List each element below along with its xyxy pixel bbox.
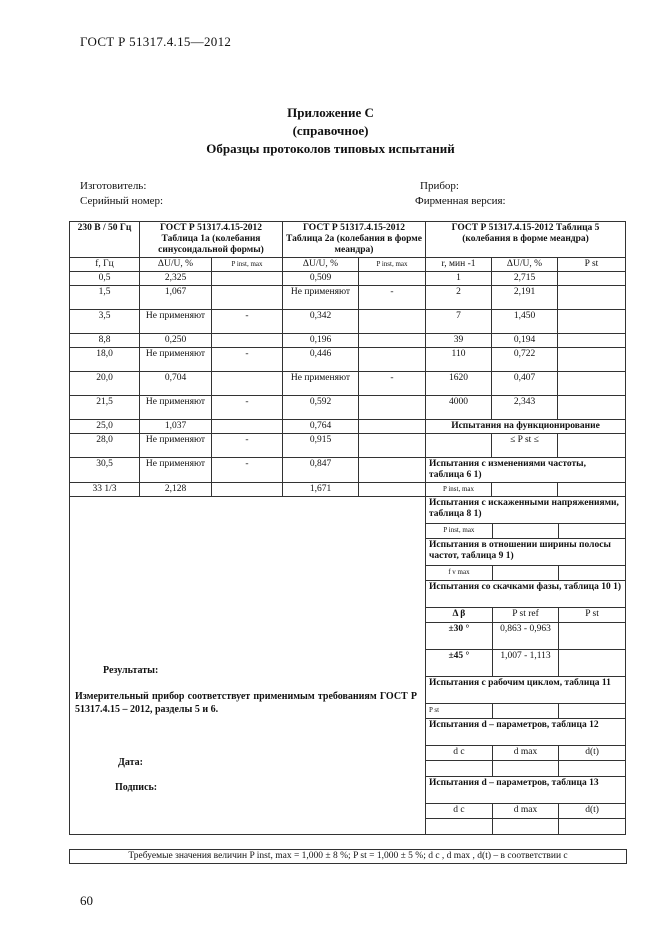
- dparam13-header: Испытания d – параметров, таблица 13: [426, 777, 625, 804]
- cell: 30,5: [70, 458, 140, 483]
- dmax-header: d max: [492, 746, 558, 761]
- cell: -: [212, 348, 283, 372]
- cell: [212, 286, 283, 310]
- cell: [558, 483, 626, 497]
- cell: 20,0: [70, 372, 140, 396]
- table-row: [70, 396, 626, 420]
- col-pinst2: P inst, max: [359, 258, 426, 272]
- cell: 33 1/3: [70, 483, 140, 497]
- cell: 0,250: [140, 334, 212, 348]
- cell: 0,446: [283, 348, 359, 372]
- cell: -: [212, 396, 283, 420]
- cell: 0,194: [492, 334, 558, 348]
- table-group-header: [70, 222, 626, 258]
- cell: 0,407: [492, 372, 558, 396]
- cell: 39: [426, 334, 492, 348]
- cell: [558, 310, 626, 334]
- pst-ref-range: 0,863 - 0,963: [492, 623, 558, 650]
- dt-header: d(t): [559, 804, 625, 819]
- appendix-subtitle: (справочное): [292, 123, 369, 138]
- cell: [212, 483, 283, 497]
- cell: 0,196: [283, 334, 359, 348]
- cell: 1,450: [492, 310, 558, 334]
- table-column-header: [70, 258, 626, 272]
- device-label: Прибор:: [420, 180, 459, 192]
- date-label: Дата:: [118, 757, 143, 768]
- protocol-table: [69, 221, 626, 835]
- cell: 2,343: [492, 396, 558, 420]
- results-label: Результаты:: [103, 665, 159, 676]
- cell: [359, 272, 426, 286]
- dmax-header: d max: [492, 804, 558, 819]
- document-code: ГОСТ Р 51317.4.15—2012: [80, 34, 232, 49]
- cell: 1,037: [140, 420, 212, 434]
- cell: [359, 310, 426, 334]
- cell: -: [212, 310, 283, 334]
- cell: [492, 524, 558, 539]
- cell: [212, 334, 283, 348]
- distorted-header: Испытания с искаженными напряжениями, таблица 8 1): [426, 497, 625, 524]
- cell: 110: [426, 348, 492, 372]
- delta-beta-header: Δ β: [426, 608, 492, 623]
- cell: 18,0: [70, 348, 140, 372]
- col-f: f, Гц: [70, 258, 140, 272]
- cell: 25,0: [70, 420, 140, 434]
- table-row: [70, 348, 626, 372]
- cell: Не применяют: [283, 372, 359, 396]
- table-row: [70, 483, 626, 497]
- table-row: [70, 334, 626, 348]
- cell: 2: [426, 286, 492, 310]
- cell: [492, 704, 558, 719]
- table-row: [70, 434, 626, 458]
- func-test-value: ≤ P st ≤: [492, 434, 558, 458]
- cell: 1,671: [283, 483, 359, 497]
- cell: -: [212, 458, 283, 483]
- cell: [212, 420, 283, 434]
- col-du3: ΔU/U, %: [492, 258, 558, 272]
- manufacturer-label: Изготовитель:: [80, 180, 147, 192]
- supply-header: 230 В / 50 Гц: [70, 222, 140, 258]
- cell: 0,509: [283, 272, 359, 286]
- col-du1: ΔU/U, %: [140, 258, 212, 272]
- cell: 7: [426, 310, 492, 334]
- page-number: 60: [80, 893, 93, 908]
- cell: 2,325: [140, 272, 212, 286]
- cell: [359, 434, 426, 458]
- table-row: [70, 310, 626, 334]
- pst-ref-header: P st ref: [492, 608, 558, 623]
- phase-angle: ±45 °: [426, 650, 492, 677]
- cell: [359, 334, 426, 348]
- cell: [559, 819, 625, 835]
- cell: [492, 483, 558, 497]
- dc-header: d c: [426, 746, 492, 761]
- cell: [559, 623, 625, 650]
- col-pinst1: P inst, max: [212, 258, 283, 272]
- cell: Не применяют: [140, 434, 212, 458]
- cell: 4000: [426, 396, 492, 420]
- cell: 8,8: [70, 334, 140, 348]
- signature-label: Подпись:: [115, 782, 158, 793]
- cell: [558, 272, 626, 286]
- dparam12-header: Испытания d – параметров, таблица 12: [426, 719, 625, 746]
- cell: 2,715: [492, 272, 558, 286]
- cell: -: [359, 372, 426, 396]
- pst-label: P st: [426, 704, 492, 719]
- table-row: [70, 272, 626, 286]
- footer-note: Требуемые значения величин P inst, max = 1,000 ± 8 %; P st = 1,000 ± 5 %; d c , d max , d(t) – в соответствии с: [69, 849, 627, 864]
- cell: [558, 286, 626, 310]
- cell: [426, 434, 492, 458]
- table-row: [70, 458, 626, 483]
- fv-max-label: f v max: [426, 566, 492, 581]
- col-r: r, мин -1: [426, 258, 492, 272]
- func-test-header: Испытания на функционирование: [426, 420, 626, 434]
- cell: 1,5: [70, 286, 140, 310]
- cell: [559, 761, 625, 777]
- cell: Не применяют: [140, 396, 212, 420]
- cell: 1620: [426, 372, 492, 396]
- cell: [426, 761, 492, 777]
- appendix-title: Приложение С: [287, 105, 374, 120]
- title-block: [0, 104, 661, 158]
- col-du2: ΔU/U, %: [283, 258, 359, 272]
- cell: 0,704: [140, 372, 212, 396]
- cell: [359, 458, 426, 483]
- cell: 2,191: [492, 286, 558, 310]
- cell: Не применяют: [140, 348, 212, 372]
- bandwidth-header: Испытания в отношении ширины полосы частот, таблица 9 1): [426, 539, 625, 566]
- cell: [558, 396, 626, 420]
- pst-ref-range: 1,007 - 1,113: [492, 650, 558, 677]
- right-tests-column: [426, 497, 626, 835]
- cell: [559, 524, 625, 539]
- table-2a-header: ГОСТ Р 51317.4.15-2012 Таблица 2а (колебания в форме меандра): [283, 222, 426, 258]
- cell: [559, 704, 625, 719]
- cell: [492, 819, 558, 835]
- cell: [359, 396, 426, 420]
- cell: [559, 566, 625, 581]
- cell: [426, 819, 492, 835]
- cell: 28,0: [70, 434, 140, 458]
- phase-angle: ±30 °: [426, 623, 492, 650]
- cell: Не применяют: [140, 458, 212, 483]
- cell: [559, 650, 625, 677]
- cell: [212, 272, 283, 286]
- cell: 2,128: [140, 483, 212, 497]
- cell: 0,342: [283, 310, 359, 334]
- dt-header: d(t): [559, 746, 625, 761]
- cell: [558, 334, 626, 348]
- phase-jump-header: Испытания со скачками фазы, таблица 10 1): [426, 581, 625, 608]
- table-5-header: ГОСТ Р 51317.4.15-2012 Таблица 5 (колебания в форме меандра): [426, 222, 626, 258]
- cell: [359, 348, 426, 372]
- table-1a-header: ГОСТ Р 51317.4.15-2012 Таблица 1а (колебания синусоидальной формы): [140, 222, 283, 258]
- cell: [558, 348, 626, 372]
- serial-label: Серийный номер:: [80, 195, 164, 207]
- tests-subtable: [426, 497, 625, 834]
- cell: 0,5: [70, 272, 140, 286]
- cell: [359, 420, 426, 434]
- cell: [558, 434, 626, 458]
- col-pst: P st: [558, 258, 626, 272]
- table-row: [70, 420, 626, 434]
- cell: 0,764: [283, 420, 359, 434]
- dc-header: d c: [426, 804, 492, 819]
- pst-header: P st: [559, 608, 625, 623]
- table-row: [70, 372, 626, 396]
- cell: 0,722: [492, 348, 558, 372]
- cell: [359, 483, 426, 497]
- cell: 0,847: [283, 458, 359, 483]
- freq-change-header: Испытания с изменениями частоты, таблица 6 1): [426, 458, 626, 483]
- cell: 21,5: [70, 396, 140, 420]
- cell: 0,592: [283, 396, 359, 420]
- cell: -: [359, 286, 426, 310]
- cell: 1: [426, 272, 492, 286]
- cell: [492, 566, 558, 581]
- cell: Не применяют: [283, 286, 359, 310]
- pinst-max-label: P inst, max: [426, 524, 492, 539]
- cell: 1,067: [140, 286, 212, 310]
- appendix-heading: Образцы протоколов типовых испытаний: [206, 141, 455, 156]
- cell: [212, 372, 283, 396]
- firmware-label: Фирменная версия:: [415, 195, 506, 207]
- pinst-max-label: P inst, max: [426, 483, 492, 497]
- cell: -: [212, 434, 283, 458]
- cell: [492, 761, 558, 777]
- cell: Не применяют: [140, 310, 212, 334]
- results-text: Измерительный прибор соответствует применимым требованиям ГОСТ Р 51317.4.15 – 2012, разделы 5 и 6.: [75, 691, 417, 715]
- cell: 0,915: [283, 434, 359, 458]
- table-row: [70, 286, 626, 310]
- duty-cycle-header: Испытания с рабочим циклом, таблица 11: [426, 677, 625, 704]
- cell: 3,5: [70, 310, 140, 334]
- cell: [558, 372, 626, 396]
